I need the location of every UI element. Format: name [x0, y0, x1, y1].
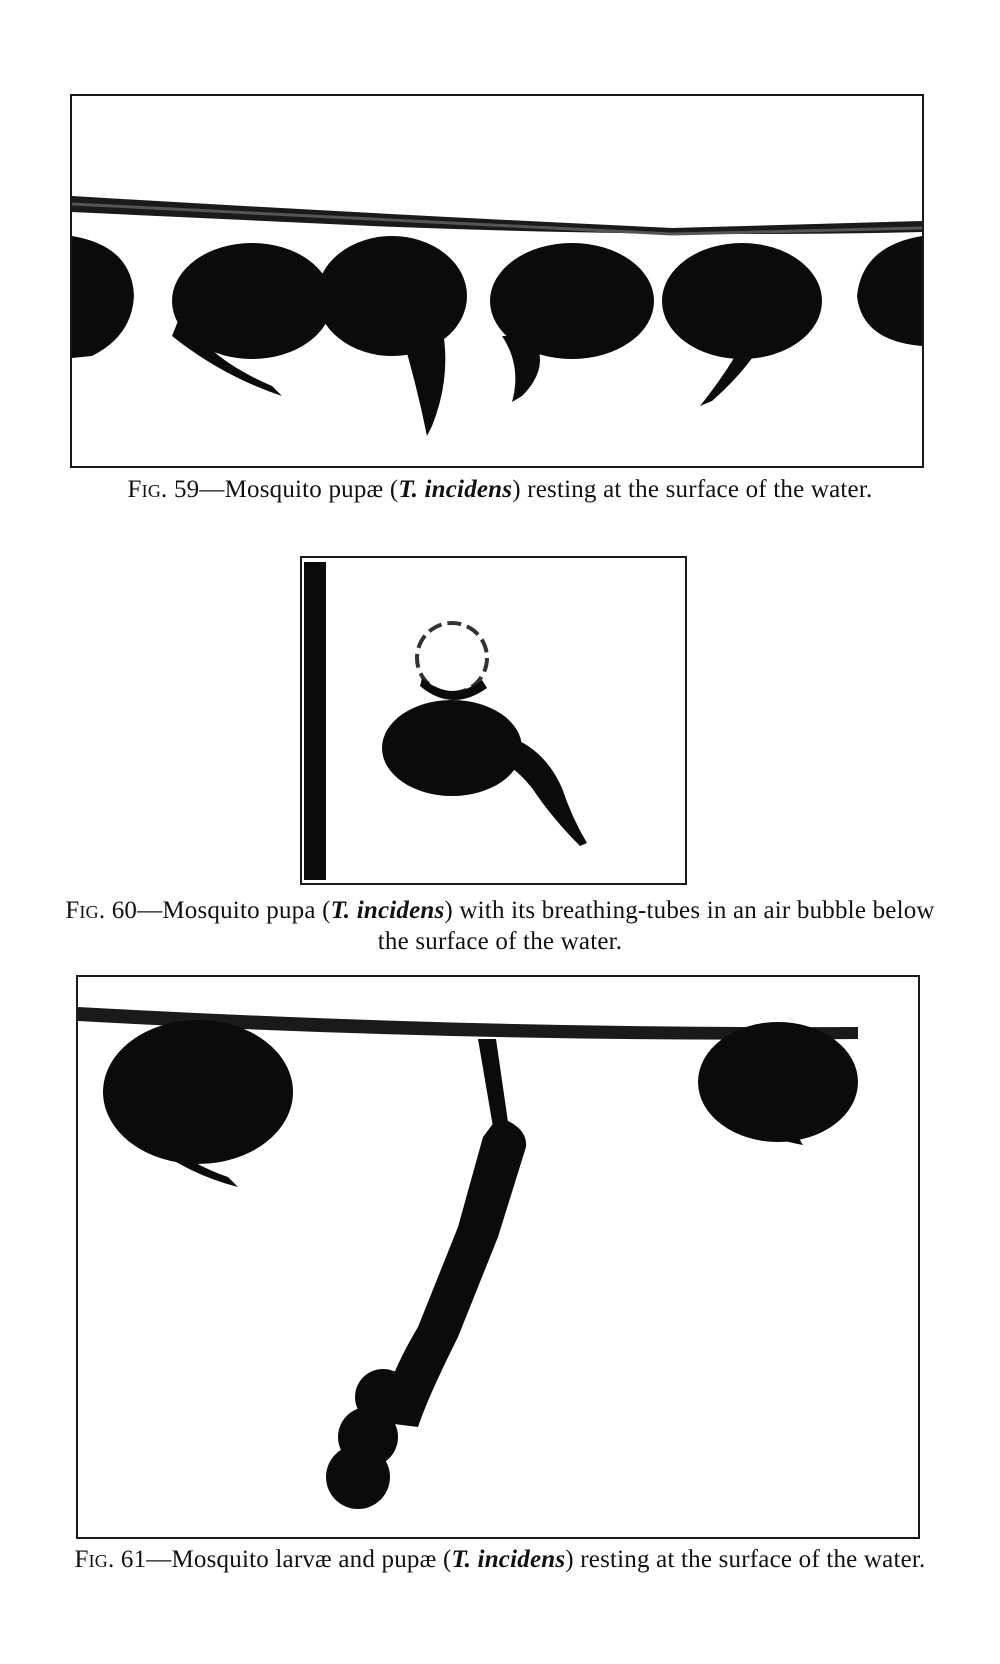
figure-60-text-after: ) with its breathing-tubes in an air bubble below the surface of the water.: [377, 897, 935, 955]
figure-61-photo: [76, 975, 920, 1539]
figure-60-dash: —: [137, 897, 163, 924]
figure-61-caption: [60, 1544, 940, 1575]
figure-59-label: Fig. 59: [127, 476, 200, 503]
mosquito-pupae-photo: [72, 96, 922, 466]
figure-60-species: T. incidens: [330, 897, 445, 924]
figure-59-species: T. incidens: [398, 476, 513, 503]
figure-61-species: T. incidens: [451, 1546, 566, 1573]
figure-59-dash: —: [199, 476, 225, 503]
figure-60-label: Fig. 60: [65, 897, 138, 924]
figure-61-text-after: ) resting at the surface of the water.: [565, 1546, 926, 1573]
figure-59-text-before: Mosquito pupæ (: [224, 476, 399, 503]
figure-61-label: Fig. 61: [74, 1546, 147, 1573]
figure-59-photo: [70, 94, 924, 468]
pupa-air-bubble-photo: [302, 558, 685, 883]
figure-61-dash: —: [146, 1546, 172, 1573]
figure-60-text-before: Mosquito pupa (: [162, 897, 331, 924]
figure-60-photo: [300, 556, 687, 885]
figure-59-caption: [60, 474, 940, 505]
figure-59-text-after: ) resting at the surface of the water.: [512, 476, 873, 503]
larvae-and-pupae-photo: [78, 977, 918, 1537]
figure-60-caption: [60, 895, 940, 957]
figure-61-text-before: Mosquito larvæ and pupæ (: [171, 1546, 452, 1573]
